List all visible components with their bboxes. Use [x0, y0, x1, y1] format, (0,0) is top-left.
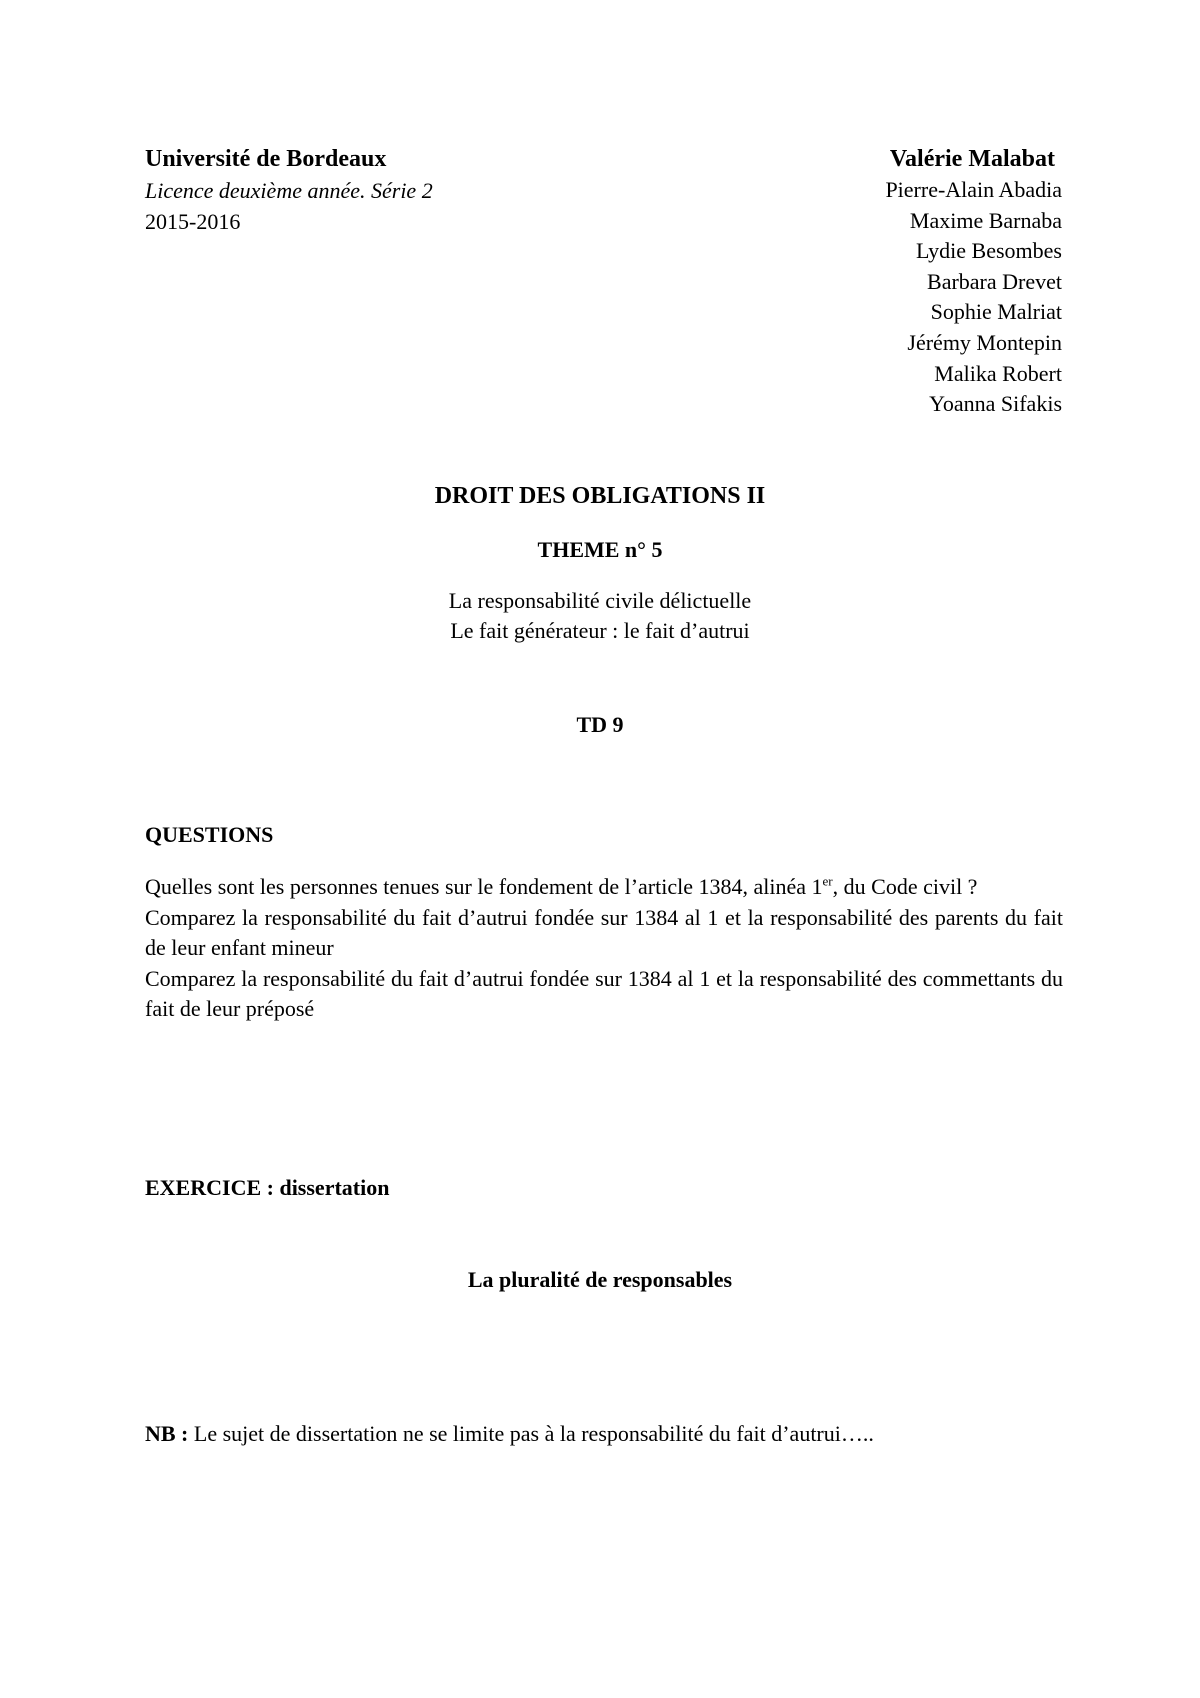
subtitle-line-1: La responsabilité civile délictuelle — [448, 588, 752, 613]
team-member: Lydie Besombes — [915, 238, 1062, 264]
theme-subtitle — [0, 586, 1200, 646]
question-1-end: , du Code civil ? — [832, 874, 978, 899]
note — [145, 1419, 874, 1449]
theme-title: THEME n° 5 — [537, 537, 663, 562]
institution-name: Université de Bordeaux — [145, 146, 387, 172]
td-number: TD 9 — [576, 712, 624, 737]
subtitle-line-2: Le fait générateur : le fait d’autrui — [450, 618, 750, 643]
question-2: Comparez la responsabilité du fait d’autrui fondée sur 1384 al 1 et la responsabilité des parents du fait de leur enfant mineur — [145, 904, 1063, 960]
team-member: Barbara Drevet — [927, 268, 1062, 294]
questions-body — [145, 872, 1063, 1025]
team-member: Yoanna Sifakis — [929, 391, 1062, 417]
team-member: Malika Robert — [934, 360, 1062, 386]
lead-teacher: Valérie Malabat — [889, 146, 1055, 172]
team-member: Jérémy Montepin — [907, 329, 1062, 355]
header-left-block — [145, 144, 645, 237]
question-1-text: Quelles sont les personnes tenues sur le fondement de l’article 1384, alinéa 1 — [145, 874, 823, 899]
questions-heading: QUESTIONS — [145, 822, 274, 847]
question-3: Comparez la responsabilité du fait d’autrui fondée sur 1384 al 1 et la responsabilité des commettants du fait de leur préposé — [145, 965, 1063, 1021]
program-name: Licence deuxième année. Série 2 — [145, 178, 433, 203]
question-1-superscript: er — [822, 873, 833, 889]
team-member: Maxime Barnaba — [909, 207, 1062, 233]
teaching-team-block — [662, 144, 1062, 420]
dissertation-subject: La pluralité de responsables — [467, 1267, 733, 1292]
exercise-heading: EXERCICE : dissertation — [145, 1175, 390, 1200]
note-label: NB : — [145, 1421, 189, 1446]
team-member: Pierre-Alain Abadia — [885, 177, 1062, 202]
question-1 — [145, 872, 1063, 903]
academic-year: 2015-2016 — [145, 209, 241, 234]
course-title: DROIT DES OBLIGATIONS II — [434, 483, 766, 509]
team-member: Sophie Malriat — [930, 299, 1062, 325]
note-text: Le sujet de dissertation ne se limite pas à la responsabilité du fait d’autrui….. — [188, 1421, 874, 1446]
